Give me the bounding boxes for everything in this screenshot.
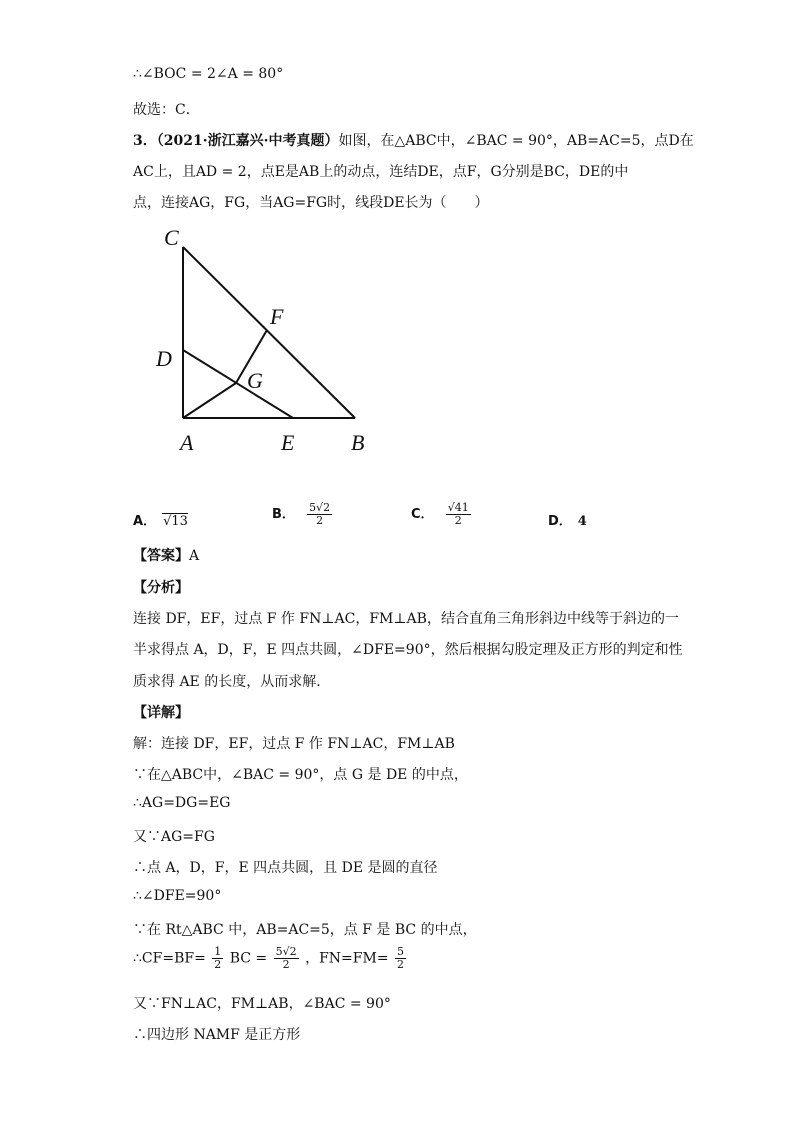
detail-line-8-part-b: BC = [229,950,268,967]
option-a-value: √13 [163,514,188,529]
option-b-fraction [307,502,332,527]
label-f: F [270,304,284,329]
analysis-line-2: 半求得点 A，D，F，E 四点共圆，∠DFE=90°，然后根据勾股定理及正方形的判定和性 [133,642,683,658]
detail-line-9: 又∵FN⊥AC，FM⊥AB，∠BAC = 90° [133,996,391,1012]
fraction-five-half [395,946,406,971]
detail-line-8-part-a: ∴CF=BF= [133,950,206,967]
detail-line-7: ∵在 Rt△ABC 中，AB=AC=5，点 F 是 BC 的中点， [133,922,477,938]
question-line-1 [133,130,694,150]
option-a-label: A． [133,514,157,529]
fraction-one-half-num: 1 [214,945,222,958]
detail-line-2: ∵在△ABC中，∠BAC = 90°，点 G 是 DE 的中点， [133,767,468,783]
fraction-five-root2-num: 5√2 [275,945,297,958]
option-a[interactable] [133,510,188,529]
text-line-choose-c: 故选：C． [133,102,200,118]
detail-line-10: ∴四边形 NAMF 是正方形 [133,1027,301,1043]
question-source: （2021·浙江嘉兴·中考真题） [156,133,339,149]
option-c-numerator: √41 [447,501,469,514]
question-number: 3． [133,133,157,149]
question-stem-1: 如图，在△ABC中，∠BAC = 90°，AB=AC=5，点D在 [338,133,694,149]
answer-line [133,545,199,565]
analysis-line-3: 质求得 AE 的长度，从而求解． [133,674,331,690]
option-b-denominator: 2 [316,514,324,527]
option-c-label: C． [411,507,434,522]
geometry-figure [150,222,410,462]
label-g: G [247,368,263,393]
analysis-tag-text: 【分析】 [133,580,189,596]
option-b-numerator: 5√2 [309,501,331,514]
fraction-one-half-den: 2 [214,958,222,971]
detail-line-6: ∴∠DFE=90° [133,888,222,904]
answer-value: A [189,548,200,564]
fraction-five-root2-half [274,946,299,971]
detail-line-8-part-c: ，FN=FM= [305,950,389,967]
detail-line-3: ∴AG=DG=EG [133,795,231,811]
analysis-tag [133,577,189,597]
answer-tag: 【答案】 [133,548,189,564]
detail-line-1: 解：连接 DF，EF，过点 F 作 FN⊥AC，FM⊥AB [133,736,455,752]
option-c-denominator: 2 [454,514,462,527]
fraction-five-root2-den: 2 [282,958,290,971]
detail-line-8 [133,946,408,971]
label-e: E [281,430,295,455]
detail-line-5: ∴点 A，D，F，E 四点共圆，且 DE 是圆的直径 [133,860,438,876]
fraction-five-half-den: 2 [397,958,405,971]
detail-line-4: 又∵AG=FG [133,829,215,845]
fraction-one-half [212,946,223,971]
question-stem-3: 点，连接AG，FG，当AG=FG时，线段DE长为（ ） [133,195,489,211]
label-a: A [180,430,194,455]
analysis-line-1: 连接 DF，EF，过点 F 作 FN⊥AC，FM⊥AB，结合直角三角形斜边中线等于斜边的一 [133,611,679,627]
option-d[interactable] [548,510,587,529]
label-c: C [164,225,179,250]
text-line-angle-boc: ∴∠BOC = 2∠A = 80° [133,66,284,82]
fraction-five-half-num: 5 [397,945,405,958]
detail-tag-text: 【详解】 [133,705,189,721]
label-d: D [156,346,172,371]
option-d-value: 4 [577,514,587,529]
option-b[interactable] [272,502,334,527]
question-stem-2: AC上，且AD = 2，点E是AB上的动点，连结DE，点F，G分别是BC，DE的中 [133,164,629,180]
option-b-label: B． [272,507,295,522]
segment-ag [183,383,236,418]
label-b: B [351,430,365,455]
option-d-label: D． [548,514,572,529]
detail-tag [133,702,189,722]
option-c-fraction [446,502,471,527]
option-c[interactable] [411,502,473,527]
segment-cb [183,247,355,418]
